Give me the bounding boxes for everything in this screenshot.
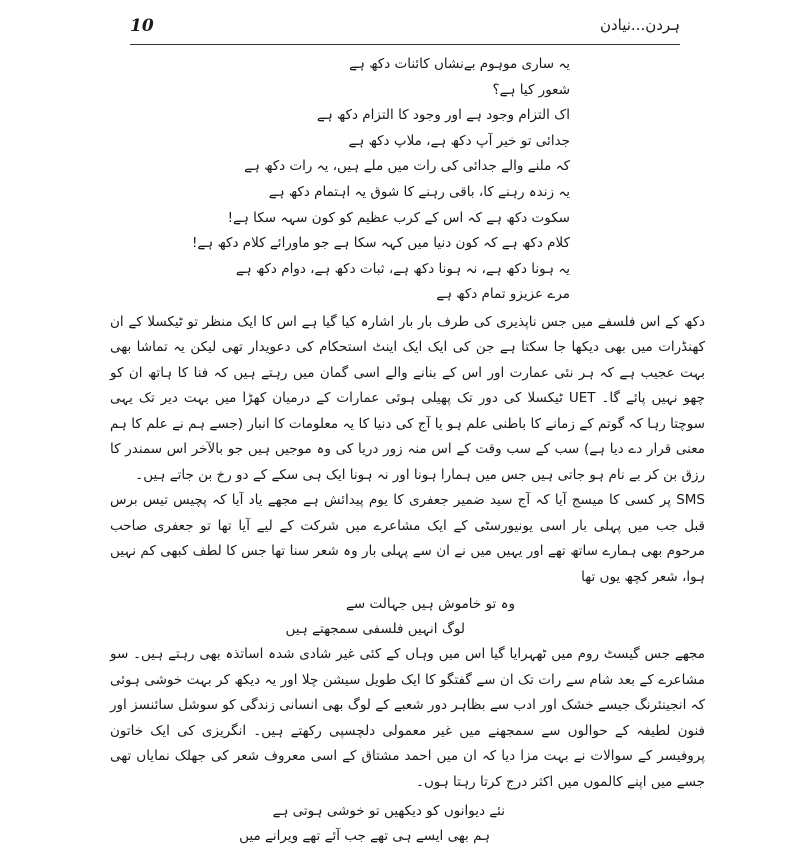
poem-line: شعور کیا ہے؟ [492,81,570,98]
couplet-line: لوگ انہیں فلسفی سمجھتے ہیں [285,621,465,638]
poem-line: یہ زندہ رہنے کا، باقی رہنے کا شوق یہ اہتمام دکھ ہے [268,183,570,200]
poem-line: سکوت دکھ ہے کہ اس کے کرب عظیم کو کون سہہ سکا ہے! [227,209,570,226]
running-title: ہردن...نیادن [599,16,680,34]
page-body [110,52,705,849]
poem-line: یہ ساری موہوم بےنشاں کائنات دکھ ہے [349,56,570,72]
couplet-line: نئے دیوانوں کو دیکھیں تو خوشی ہوتی ہے [272,803,505,820]
poem-line: مرے عزیزو تمام دکھ ہے [436,286,570,303]
couplet-line: وہ تو خاموش ہیں جہالت سے [346,596,515,613]
paragraph-taxila: دکھ کے اس فلسفے میں جس ناپذیری کی طرف بار بار اشارہ کیا گیا ہے اس کا ایک منظر تو ٹیکسلا کے ان کھنڈرات میں بھی دیکھا جا سکتا ہے جن کی ایک ایک اینٹ استحکام کی دعویدار تھی لیکن یہ تماشا بھی بہت عجیب ہے کہ ہر نئی عمارت اور اس کے بنانے والے اسی گمان میں رہتے ہیں کہ فنا کا ہاتھ ان کو چھو نہیں پائے گا۔ UET ٹیکسلا کی دور تک پھیلی ہوئی عمارات کے درمیان کھڑا میں بہت دیر تک یہی سوچتا رہا کہ گوتم کے زمانے کا باطنی علم ہو یا آج کی دنیا کا یہ معلومات کا انبار (جسے ہم نے علم کا ہم معنی قرار دے دیا ہے) سب کے سب وقت کے اس منہ زور دریا کی وہ موجیں ہیں جو بالآخر اس سمندر کا رزق بن کر بے نام ہو جاتی ہیں جس میں ہمارا ہونا اور نہ ہونا ایک ہی سکے کے دو رخ بن جاتے ہیں۔ [110,313,705,483]
poem-line: کلام دکھ ہے کہ کون دنیا میں کہہ سکا ہے جو ماورائے کلام دکھ ہے! [191,235,570,252]
poem-line: کہ ملنے والے جدائی کی رات میں ملے ہیں، یہ رات دکھ ہے [244,158,570,175]
page-header [130,14,680,45]
couplet-line: ہم بھی ایسے ہی تھے جب آئے تھے ویرانے میں [239,828,490,845]
paragraph-sms: SMS پر کسی کا میسج آیا کہ آج سید ضمیر جعفری کا یوم پیدائش ہے مجھے یاد آیا کہ پچیس تیس برس قبل جب میں پہلی بار اسی یونیورسٹی کے ایک مشاعرے میں شرکت کے لیے آیا تھا تو جعفری صاحب مرحوم بھی ہمارے ساتھ تھے اور یہیں میں نے ان سے پہلی بار وہ شعر سنا تھا جس کا لطف کبھی کم نہیں ہوا، شعر کچھ یوں تھا [110,492,705,585]
poem-line: اک التزام وجود ہے اور وجود کا التزام دکھ ہے [316,107,570,124]
paragraph-guest-room: مجھے جس گیسٹ روم میں ٹھہرایا گیا اس میں وہاں کے کئی غیر شادی شدہ اساتذہ بھی رہتے ہیں۔ سو مشاعرے کے بعد شام سے رات تک ان سے گفتگو کا ایک طویل سیشن چلا اور یہ دیکھ کر بہت خوشی ہوئی کہ انجینئرنگ جیسے خشک اور ادب سے بظاہر دور شعبے کے لوگ بھی انسانی زندگی کو سوشل سائنسز اور فنون لطیفہ کے حوالوں سے سمجھنے میں غیر معمولی دلچسپی رکھتے ہیں۔ انگریزی کی ایک خاتون پروفیسر کے سوالات نے بہت مزا دیا کہ ان میں احمد مشتاق کے اسی معروف شعر کی جھلک نمایاں تھی جسے میں اپنے کالموں میں اکثر درج کرتا رہتا ہوں۔ [109,646,705,790]
poem-line: جدائی تو خیر آپ دکھ ہے، ملاپ دکھ ہے [348,132,570,149]
poem-line: یہ ہونا دکھ ہے، نہ ہونا دکھ ہے، ثبات دکھ ہے، دوام دکھ ہے [235,260,570,277]
page-number: 10 [130,16,154,36]
